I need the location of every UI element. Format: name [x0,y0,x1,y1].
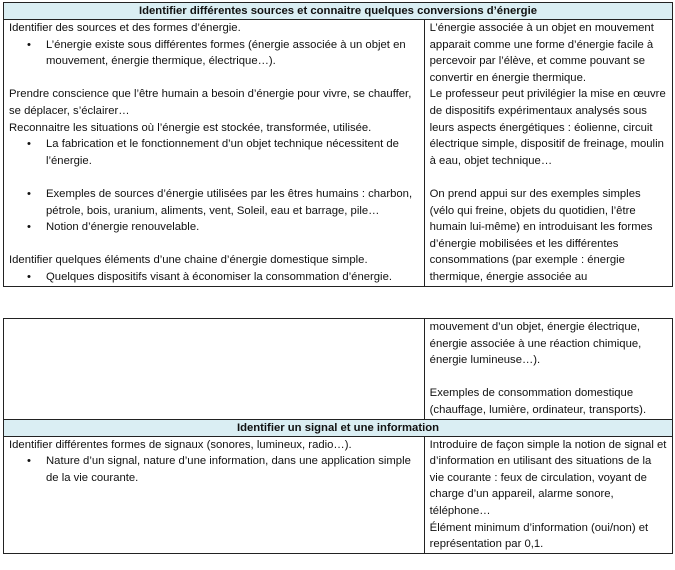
teacher-notes-cell [424,436,672,553]
bullet-item: • L’énergie existe sous différentes formes (énergie associée à un objet en mouvement, énergie thermique, électrique…). [9,37,420,70]
section-content-row [4,436,673,553]
curriculum-table-part1 [3,2,673,287]
competencies-cell [4,20,425,287]
teacher-notes-cell [424,319,672,420]
section-header-row [4,419,673,436]
paragraph: mouvement d’un objet, énergie électrique, énergie associée à une réaction chimique, énergie lumineuse…). [429,321,642,367]
bullet-item: • Exemples de sources d’énergie utilisées par les êtres humains : charbon, pétrole, bois, uranium, aliments, vent, Soleil, eau et barrage, pile… [9,186,420,219]
bullet-item: • Notion d’énergie renouvelable. [9,219,420,236]
paragraph: Reconnaitre les situations où l’énergie est stockée, transformée, utilisée. [9,121,372,134]
section-header-row [4,3,673,20]
bullet-item: • Quelques dispositifs visant à économiser la consommation d’énergie. [9,269,420,286]
paragraph: Élément minimum d’information (oui/non) et représentation par 0,1. [429,521,649,551]
paragraph: L’énergie associée à un objet en mouvement apparait comme une forme d’énergie facile à percevoir par l’élève, et comme pouvant se convertir en énergie thermique. [429,22,654,84]
paragraph: Introduire de façon simple la notion de signal et d’information en utilisant des situations de la vie courante : feux de circulation, voyant de charge d’un appareil, alarme sonore, téléphone… [429,438,667,517]
section-continued-row [4,319,673,420]
section-title-energy: Identifier différentes sources et connaitre quelques conversions d’énergie [4,3,673,20]
bullet-item: • La fabrication et le fonctionnement d’un objet technique nécessitent de l’énergie. [9,136,420,169]
paragraph: Exemples de consommation domestique (chauffage, lumière, ordinateur, transports). [429,387,647,416]
paragraph: Le professeur peut privilégier la mise en œuvre de dispositifs expérimentaux analysés sous leurs aspects énergétiques : éolienne, circuit électrique simple, dispositif de freinage, moulin à eau, objet technique… [429,88,666,167]
section-title-signal: Identifier un signal et une information [4,419,673,436]
competencies-cell [4,436,425,553]
curriculum-table-part2 [3,318,673,554]
competencies-cell-empty [4,319,425,420]
paragraph: Identifier quelques éléments d’une chaine d’énergie domestique simple. [9,254,368,267]
paragraph: On prend appui sur des exemples simples (vélo qui freine, objets du quotidien, l’être humain lui-même) en introduisant les formes d’énergie mobilisées et les différentes consommations (par exemple : énergie thermique, énergie associée au [429,187,653,283]
teacher-notes-cell [424,20,672,287]
bullet-item: • Nature d’un signal, nature d’une information, dans une application simple de la vie courante. [9,453,420,486]
section-content-row [4,20,673,287]
paragraph: Identifier différentes formes de signaux (sonores, lumineux, radio…). [9,438,352,451]
paragraph: Identifier des sources et des formes d’énergie. [9,22,241,34]
paragraph: Prendre conscience que l’être humain a besoin d’énergie pour vivre, se chauffer, se déplacer, s’éclairer… [9,88,412,117]
